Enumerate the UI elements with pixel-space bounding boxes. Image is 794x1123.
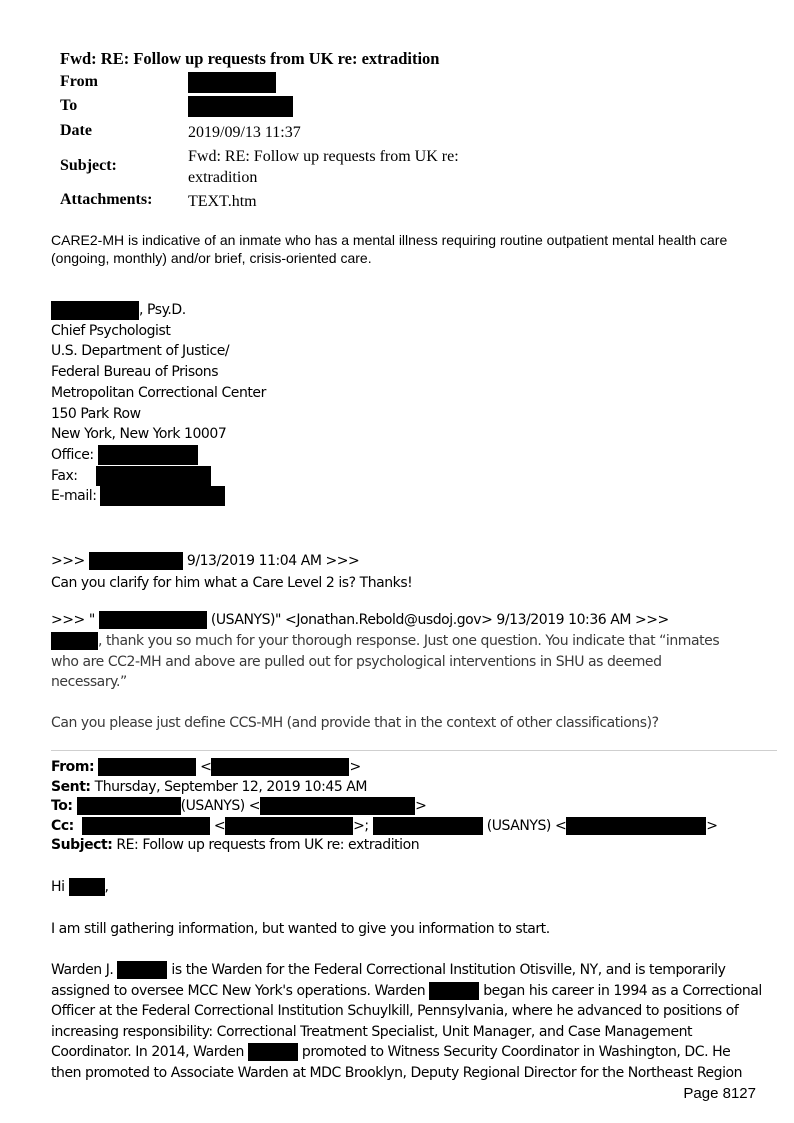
quote-2-question: Can you please just define CCS-MH (and provide that in the context of other classifications)?: [51, 714, 659, 731]
greeting: Hi ,: [51, 879, 109, 895]
redaction: [99, 611, 207, 629]
redaction: [211, 758, 349, 776]
from-label: From: [60, 73, 98, 90]
redaction: [98, 758, 196, 776]
p2-line-6: then promoted to Associate Warden at MDC Brooklyn, Deputy Regional Director for the Northeast Region: [51, 1064, 743, 1081]
quote-2-line-3: necessary.”: [51, 674, 127, 690]
email-title: Fwd: RE: Follow up requests from UK re: extradition: [60, 49, 440, 68]
signature-street: 150 Park Row: [51, 405, 141, 422]
fwd-to-row: To: (USANYS) < >: [51, 798, 427, 814]
signature-dept: U.S. Department of Justice/: [51, 343, 230, 360]
redaction: [89, 552, 183, 570]
email-header: [60, 48, 459, 210]
from-value: [188, 71, 276, 93]
redaction: [100, 486, 225, 506]
redaction: [188, 72, 276, 93]
quote-1-text: Can you clarify for him what a Care Level 2 is? Thanks!: [51, 575, 413, 591]
signature-office: Office:: [51, 445, 266, 466]
p2-line-3: Officer at the Federal Correctional Institution Schuylkill, Pennsylvania, where he advanced to positions of: [51, 1003, 739, 1019]
intro-paragraph: CARE2-MH is indicative of an inmate who has a mental illness requiring routine outpatient mental health care (ongoing, monthly) and/or brief, crisis-oriented care.: [51, 232, 728, 266]
redaction: [82, 817, 210, 835]
redaction: [373, 817, 483, 835]
date-value: 2019/09/13 11:37: [188, 124, 301, 141]
p2-line-2: assigned to oversee MCC New York's operations. Warden began his career in 1994 as a Correctional: [51, 982, 762, 999]
fwd-sent-row: Sent: Thursday, September 12, 2019 10:45 AM: [51, 778, 368, 795]
p2-line-4: increasing responsibility: Correctional Treatment Specialist, Unit Manager, and Case Management: [51, 1023, 693, 1040]
quote-2-body: [51, 631, 719, 733]
attachments-label: Attachments:: [60, 191, 153, 208]
redaction: [98, 445, 198, 465]
signature-block: [51, 300, 266, 507]
to-label: To: [60, 97, 78, 114]
signature-name: , Psy.D.: [51, 300, 266, 321]
redaction: [188, 96, 293, 117]
subject-label: Subject:: [60, 157, 117, 174]
redaction: [566, 817, 706, 835]
redaction: [117, 961, 167, 979]
quote-2-line-2: who are CC2-MH and above are pulled out for psychological interventions in SHU as deemed: [51, 653, 662, 670]
redaction: [51, 301, 139, 320]
forwarded-header: [51, 758, 718, 856]
redaction: [51, 632, 98, 650]
redaction: [96, 466, 211, 486]
quote-1-header: >>> 9/13/2019 11:04 AM >>>: [51, 553, 360, 569]
quote-2-line-1: , thank you so much for your thorough response. Just one question. You indicate that “inmates: [51, 631, 719, 652]
attachment-link[interactable]: TEXT.htm: [188, 193, 257, 210]
redaction: [77, 797, 181, 815]
redaction: [225, 817, 353, 835]
signature-bureau: Federal Bureau of Prisons: [51, 364, 219, 381]
fwd-subject-row: Subject: RE: Follow up requests from UK re: extradition: [51, 837, 420, 853]
signature-city: New York, New York 10007: [51, 426, 227, 443]
p2-line-1: Warden J. is the Warden for the Federal Correctional Institution Otisville, NY, and is temporarily: [51, 962, 726, 978]
spacer: [51, 693, 719, 713]
fwd-from-row: From: < >: [51, 759, 361, 775]
body-paragraph-2: [51, 960, 762, 1083]
page-number: Page 8127: [683, 1085, 756, 1102]
signature-email: E-mail:: [51, 486, 266, 507]
date-label: Date: [60, 122, 92, 139]
signature-title: Chief Psychologist: [51, 322, 171, 339]
signature-facility: Metropolitan Correctional Center: [51, 384, 266, 401]
p2-line-5: Coordinator. In 2014, Warden promoted to Witness Security Coordinator in Washington, DC. He: [51, 1044, 731, 1060]
redaction: [429, 982, 479, 1000]
signature-fax: Fax:: [51, 466, 266, 487]
subject-value: Fwd: RE: Follow up requests from UK re: extradition: [188, 148, 459, 186]
quote-2-header: >>> " (USANYS)" <Jonathan.Rebold@usdoj.gov> 9/13/2019 10:36 AM >>>: [51, 612, 669, 628]
fwd-cc-row: Cc: < >; (USANYS) < >: [51, 817, 718, 834]
body-paragraph-1: I am still gathering information, but wanted to give you information to start.: [51, 921, 550, 937]
redaction: [260, 797, 415, 815]
divider: [51, 750, 777, 751]
redaction: [248, 1043, 298, 1061]
to-value: [188, 95, 293, 117]
quote-1: [51, 550, 412, 594]
redaction: [69, 878, 105, 896]
